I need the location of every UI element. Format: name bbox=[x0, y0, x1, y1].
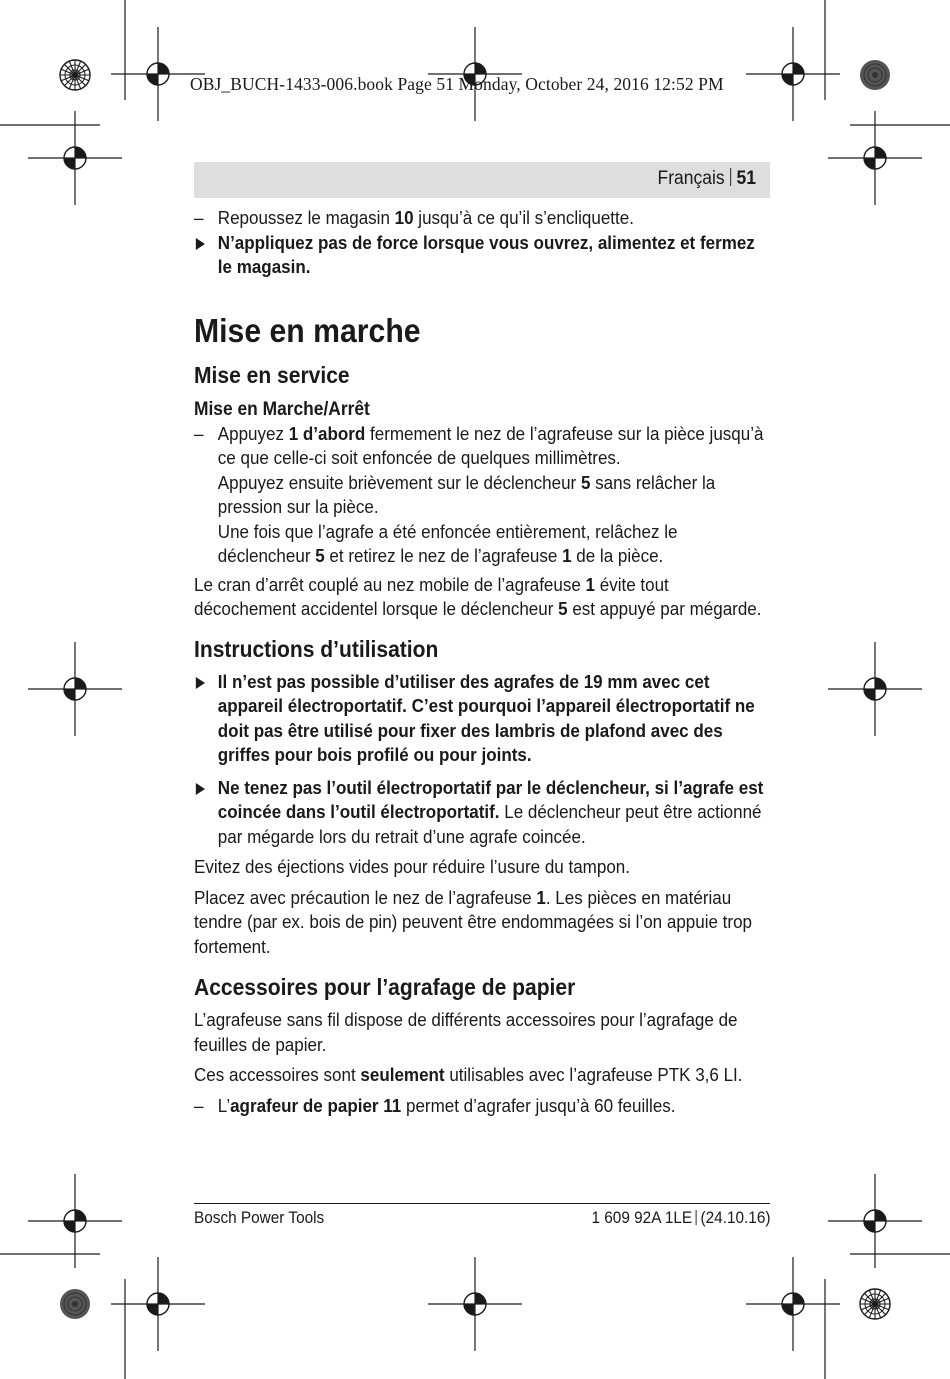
subsection-title-service: Mise en service bbox=[194, 361, 350, 388]
footer-brand: Bosch Power Tools bbox=[194, 1209, 325, 1227]
intro-warning-text: N’appliquez pas de force lorsque vous ouvrez, alimentez et fermez le magasin. bbox=[217, 231, 755, 277]
instructions-paragraph-1: Evitez des éjections vides pour réduire l’usure du tampon. bbox=[194, 856, 630, 877]
onoff-step bbox=[194, 422, 770, 569]
intro-step-number: 10 bbox=[394, 207, 414, 228]
instructions-title: Instructions d’utilisation bbox=[194, 635, 439, 662]
footer-date: (24.10.16) bbox=[700, 1209, 770, 1227]
intro-step bbox=[194, 206, 770, 231]
instructions-warning-2: Ne tenez pas l’outil électroportatif par le déclencheur, si l’agrafe est coincée dans l’outil électroportatif. Le déclencheur peut être actionné par mégarde lors du retrait d’une agrafe coincée. bbox=[194, 776, 770, 850]
warning-triangle-icon bbox=[196, 783, 205, 795]
section-title: Mise en marche bbox=[194, 311, 421, 349]
footer-doc-code bbox=[591, 1209, 770, 1228]
onoff-step-3: Une fois que l’agrafe a été enfoncée entièrement, relâchez le déclencheur 5 et retirez le nez de l’agrafeuse 1 de la pièce. bbox=[217, 520, 678, 566]
header-separator bbox=[730, 168, 731, 186]
subsection-title-onoff: Mise en Marche/Arrêt bbox=[194, 398, 370, 420]
accessories-title: Accessoires pour l’agrafage de papier bbox=[194, 974, 576, 1000]
dash-marker: – bbox=[194, 422, 204, 444]
warning-triangle-icon bbox=[196, 677, 205, 689]
onoff-step-2: Appuyez ensuite brièvement sur le déclencheur 5 sans relâcher la pression sur la pièce. bbox=[217, 471, 716, 517]
intro-step-text: Repoussez le magasin bbox=[217, 207, 395, 228]
instructions-paragraph-2: Placez avec précaution le nez de l’agrafeuse 1. Les pièces en matériau tendre (par ex. bois de pin) peuvent être endommagées si l’on appuie trop fortement. bbox=[194, 886, 753, 957]
intro-warning bbox=[194, 231, 770, 280]
intro-step-text-end: jusqu’à ce qu’il s’encliquette. bbox=[413, 207, 634, 228]
warning-triangle-icon bbox=[196, 238, 205, 250]
footer-separator bbox=[695, 1210, 696, 1225]
dash-marker: – bbox=[194, 207, 204, 228]
page-header-text bbox=[658, 168, 756, 190]
print-slug-line: OBJ_BUCH-1433-006.book Page 51 Monday, October 24, 2016 12:52 PM bbox=[190, 74, 724, 94]
header-page-number: 51 bbox=[736, 168, 756, 189]
accessories-paragraph-1: L’agrafeuse sans fil dispose de différents accessoires pour l’agrafage de feuilles de papier. bbox=[194, 1009, 738, 1055]
accessories-paragraph-2: Ces accessoires sont seulement utilisables avec l’agrafeuse PTK 3,6 LI. bbox=[194, 1064, 743, 1085]
accessories-item: – L’agrafeur de papier 11 permet d’agrafer jusqu’à 60 feuilles. bbox=[194, 1094, 770, 1119]
body-content bbox=[194, 206, 770, 1118]
footer-rule bbox=[194, 1203, 770, 1204]
onoff-step-1: Appuyez 1 d’abord fermement le nez de l’agrafeuse sur la pièce jusqu’à ce que celle-ci soit enfoncée de quelques millimètres. bbox=[217, 422, 764, 468]
dash-marker: – bbox=[194, 1094, 204, 1116]
page-header-bar bbox=[194, 162, 770, 198]
footer-code: 1 609 92A 1LE bbox=[590, 1209, 692, 1227]
instructions-warning-1: Il n’est pas possible d’utiliser des agrafes de 19 mm avec cet appareil électroportatif. C’est pourquoi l’appareil électroportatif ne doit pas être utilisé pour fixer des lambris de plafond avec des griffes pour bois profilé ou pour joints. bbox=[194, 670, 770, 768]
header-language: Français bbox=[657, 168, 725, 189]
cran-paragraph: Le cran d’arrêt couplé au nez mobile de l’agrafeuse 1 évite tout décochement accidentel lorsque le déclencheur 5 est appuyé par mégarde. bbox=[194, 573, 762, 619]
